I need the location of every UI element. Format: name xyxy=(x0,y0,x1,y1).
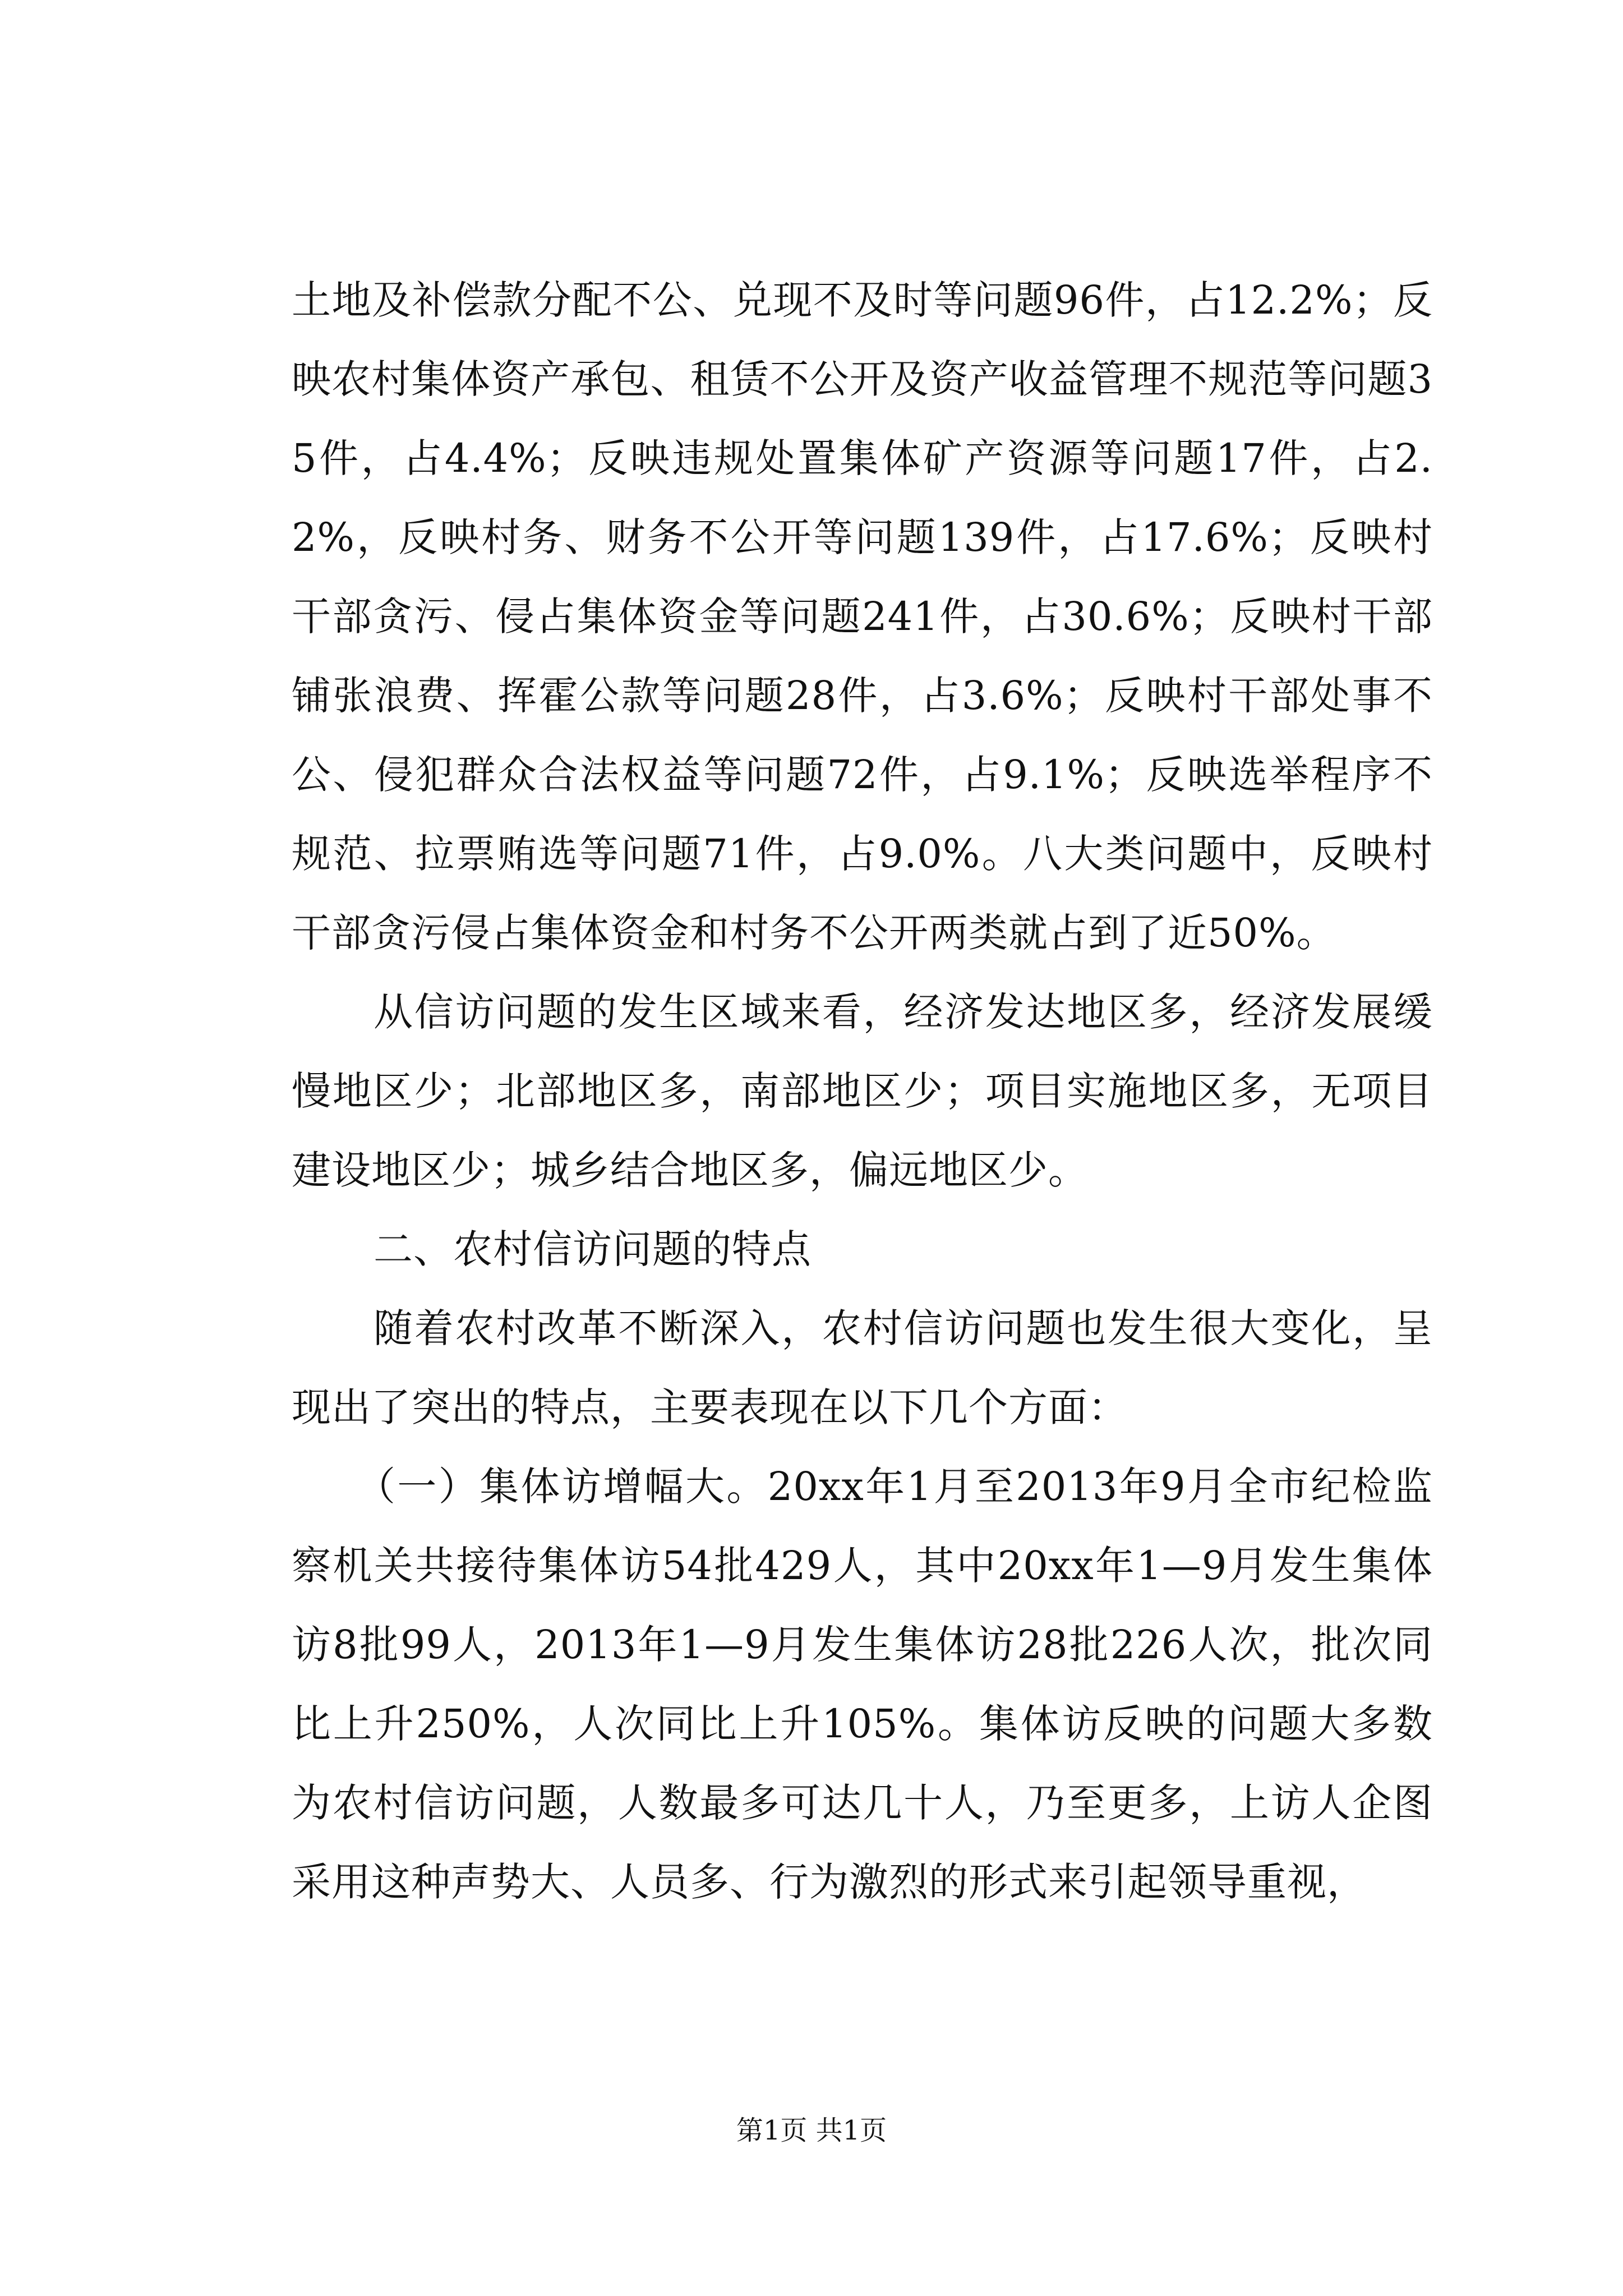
section-heading-characteristics: 二、农村信访问题的特点 xyxy=(374,1226,811,1272)
paragraph-reform-changes: 随着农村改革不断深入，农村信访问题也发生很大变化，呈现出了突出的特点，主要表现在以下几个方面： xyxy=(292,1305,1433,1430)
page-number-label: 第1页 共1页 xyxy=(736,2115,887,2146)
page-footer xyxy=(0,2114,1623,2147)
paragraph-collective-petitions: （一）集体访增幅大。20xx年1月至2013年9月全市纪检监察机关共接待集体访54批429人，其中20xx年1—9月发生集体访8批99人，2013年1—9月发生集体访28批226人次，批次同比上升250%，人次同比上升105%。集体访反映的问题大多数为农村信访问题，人数最多可达几十人，乃至更多，上访人企图采用这种声势大、人员多、行为激烈的形式来引起领导重视， xyxy=(292,1464,1433,1905)
paragraph-land-compensation: 土地及补偿款分配不公、兑现不及时等问题96件，占12.2%；反映农村集体资产承包、租赁不公开及资产收益管理不规范等问题35件，占4.4%；反映违规处置集体矿产资源等问题17件，占2.2%，反映村务、财务不公开等问题139件，占17.6%；反映村干部贪污、侵占集体资金等问题241件，占30.6%；反映村干部铺张浪费、挥霍公款等问题28件，占3.6%；反映村干部处事不公、侵犯群众合法权益等问题72件，占9.1%；反映选举程序不规范、拉票贿选等问题71件，占9.0%。八大类问题中，反映村干部贪污侵占集体资金和村务不公开两类就占到了近50%。 xyxy=(292,277,1433,956)
document-body xyxy=(292,261,1433,1922)
paragraph-regional-distribution: 从信访问题的发生区域来看，经济发达地区多，经济发展缓慢地区少；北部地区多，南部地区少；项目实施地区多，无项目建设地区少；城乡结合地区多，偏远地区少。 xyxy=(292,989,1433,1193)
